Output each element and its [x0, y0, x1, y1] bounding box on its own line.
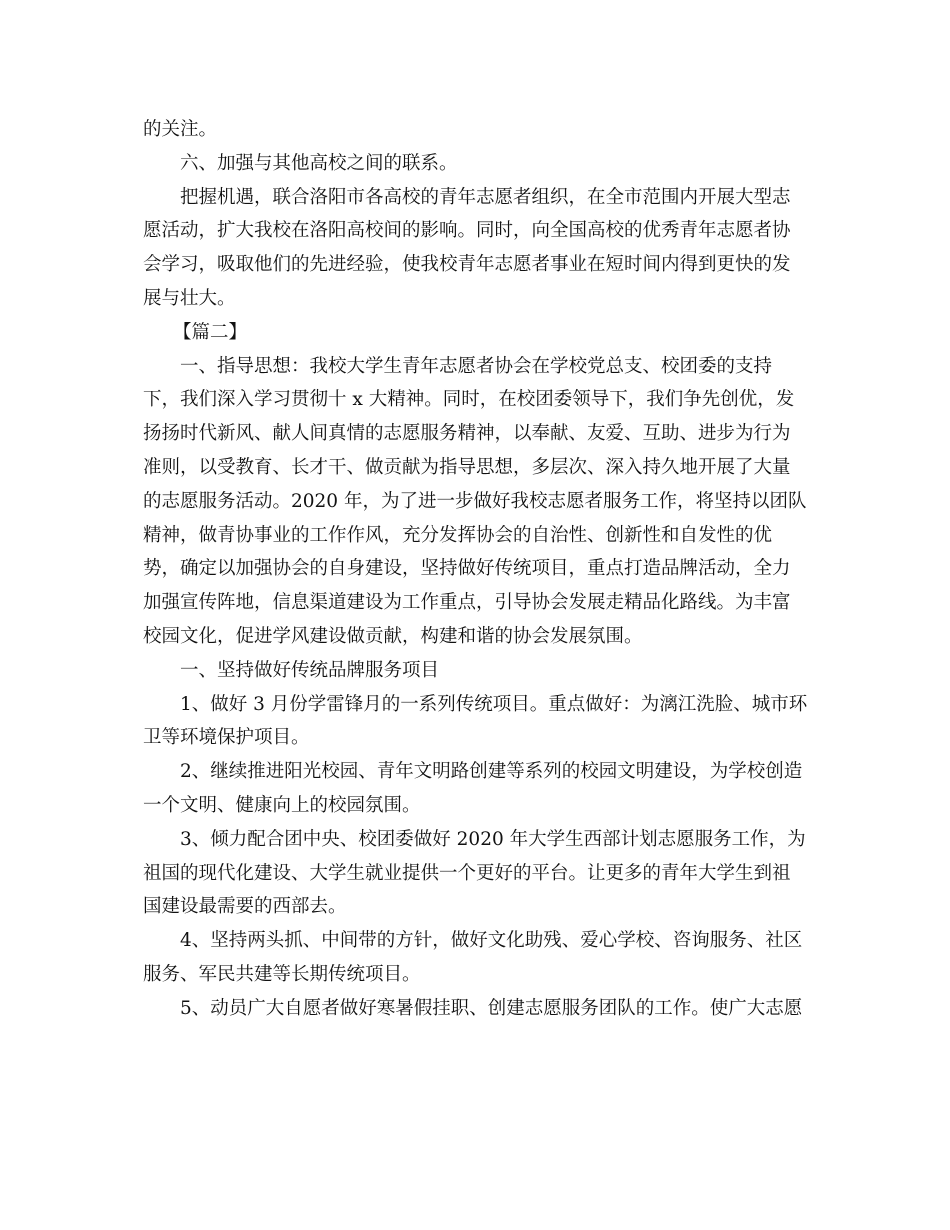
text-line: 国建设最需要的西部去。 — [143, 896, 347, 918]
text-line: 卫等环境保护项目。 — [143, 727, 310, 749]
list-item-line: 4、坚持两头抓、中间带的方针，做好文化助残、爱心学校、咨询服务、社区 — [180, 930, 803, 952]
list-item-line: 3、倾力配合团中央、校团委做好 2020 年大学生西部计划志愿服务工作，为 — [180, 828, 806, 850]
text-line: 扬扬时代新风、献人间真情的志愿服务精神，以奉献、友爱、互助、进步为行为 — [143, 423, 791, 445]
text-line: 加强宣传阵地，信息渠道建设为工作重点，引导协会发展走精品化路线。为丰富 — [143, 592, 791, 614]
text-line: 把握机遇，联合洛阳市各高校的青年志愿者组织，在全市范围内开展大型志 — [180, 186, 791, 208]
text-line: 下，我们深入学习贯彻十 x 大精神。同时，在校团委领导下，我们争先创优，发 — [143, 389, 795, 411]
part-heading: 【篇二】 — [173, 321, 248, 343]
document-body — [143, 113, 807, 1026]
text-line: 精神，做青协事业的工作作风，充分发挥协会的自治性、创新性和自发性的优 — [143, 524, 773, 546]
text-line: 服务、军民共建等长期传统项目。 — [143, 963, 421, 985]
text-line: 的关注。 — [143, 119, 218, 140]
list-item-line: 5、动员广大自愿者做好寒暑假挂职、创建志愿服务团队的工作。使广大志愿 — [180, 997, 803, 1019]
list-item-line: 1、做好 3 月份学雷锋月的一系列传统项目。重点做好：为漓江洗脸、城市环 — [180, 693, 808, 715]
text-line: 展与壮大。 — [143, 287, 236, 309]
text-line: 校园文化，促进学风建设做贡献，构建和谐的协会发展氛围。 — [143, 625, 643, 647]
text-line: 祖国的现代化建设、大学生就业提供一个更好的平台。让更多的青年大学生到祖 — [143, 862, 791, 884]
text-line: 愿活动，扩大我校在洛阳高校间的影响。同时，向全国高校的优秀青年志愿者协 — [143, 220, 791, 242]
text-line: 一、指导思想：我校大学生青年志愿者协会在学校党总支、校团委的支持 — [180, 355, 773, 377]
list-item-line: 2、继续推进阳光校园、青年文明路创建等系列的校园文明建设，为学校创造 — [180, 761, 803, 783]
text-line: 会学习，吸取他们的先进经验，使我校青年志愿者事业在短时间内得到更快的发 — [143, 254, 791, 276]
text-line: 势，确定以加强协会的自身建设，坚持做好传统项目，重点打造品牌活动，全力 — [143, 558, 791, 580]
section-heading: 六、加强与其他高校之间的联系。 — [180, 152, 458, 174]
section-heading: 一、坚持做好传统品牌服务项目 — [180, 659, 440, 681]
text-line: 的志愿服务活动。2020 年，为了进一步做好我校志愿者服务工作，将坚持以团队 — [143, 490, 807, 512]
text-line: 一个文明、健康向上的校园氛围。 — [143, 794, 421, 816]
text-line: 准则，以受教育、长才干、做贡献为指导思想，多层次、深入持久地开展了大量 — [143, 456, 791, 478]
